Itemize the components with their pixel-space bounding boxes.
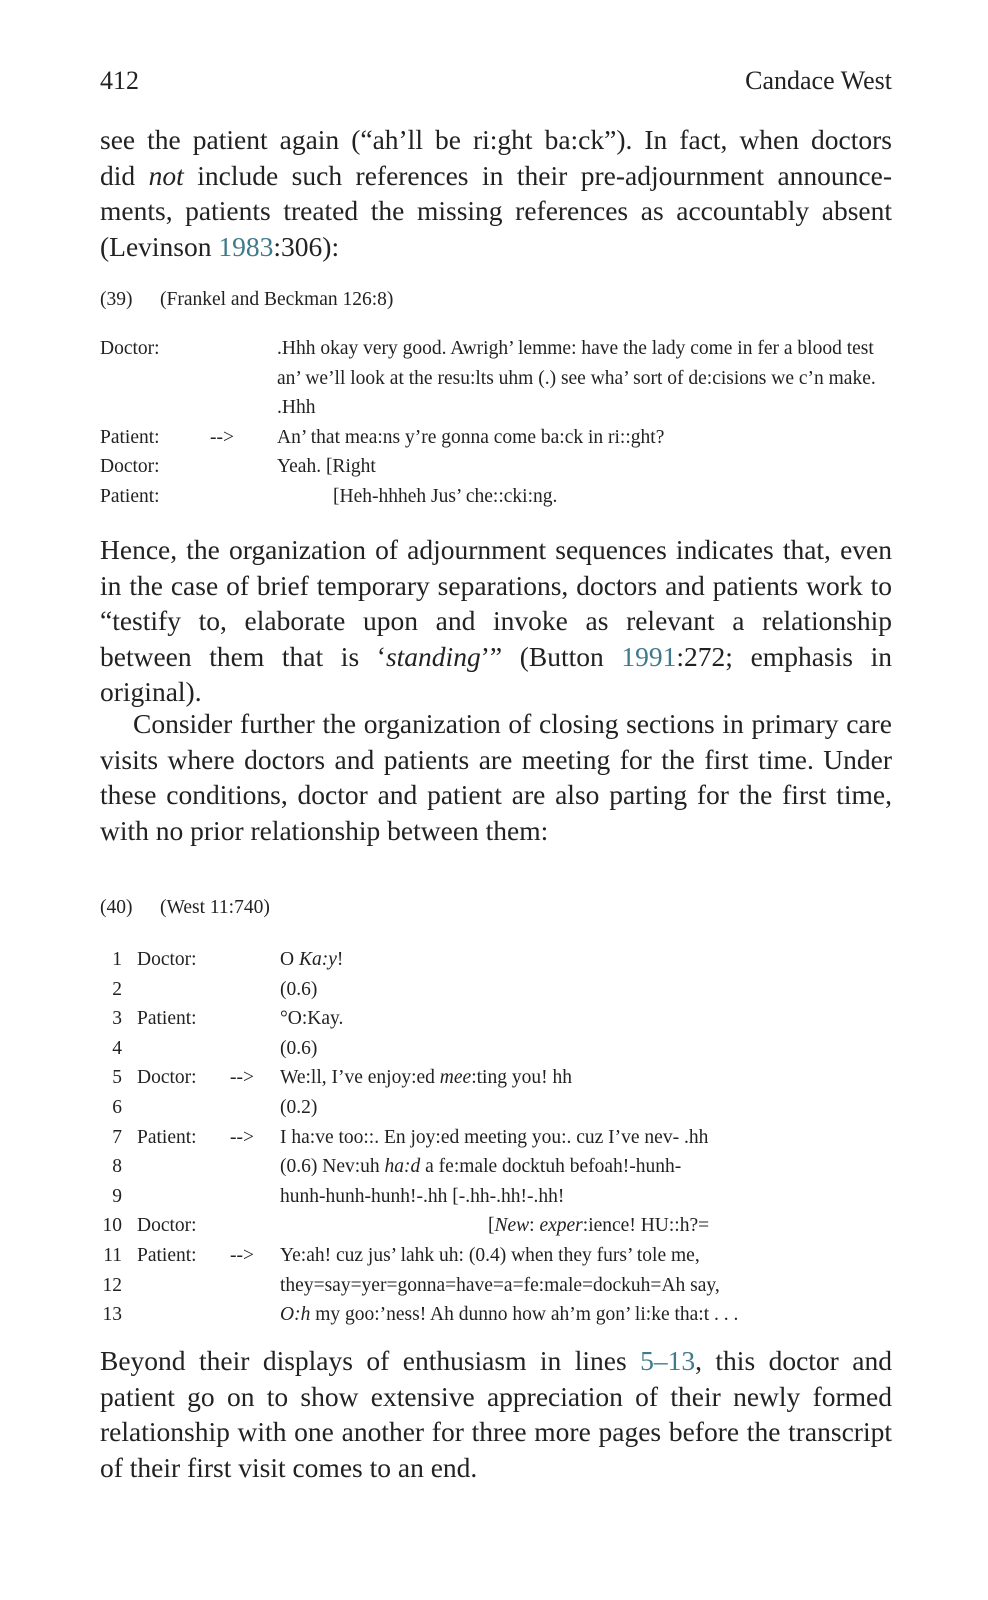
text-run: Beyond their displays of enthusiasm in lines	[100, 1345, 641, 1376]
speaker-label: Patient:	[100, 426, 160, 448]
emphasis: ha:d	[384, 1156, 421, 1178]
transcript-row	[100, 482, 892, 512]
paragraph-1-line-4	[100, 229, 892, 265]
utterance: (0.6)	[280, 1037, 318, 1059]
line-number: 7	[112, 1126, 122, 1148]
speaker-label: Patient:	[100, 485, 160, 507]
text-run: include such references in their pre-adjournment announce-	[183, 159, 892, 191]
arrow-marker: -->	[230, 1126, 254, 1148]
speaker-label: Doctor:	[100, 456, 160, 478]
utterance: I ha:ve too::. En joy:ed meeting you:. cuz I’ve nev- .hh	[280, 1126, 709, 1148]
line-number: 11	[103, 1244, 122, 1266]
utterance: they=say=yer=gonna=have=a=fe:male=dockuh=Ah say,	[280, 1274, 720, 1296]
paragraph-1	[100, 122, 892, 264]
utterance: hunh-hunh-hunh!-.hh [-.hh-.hh!-.hh!	[280, 1185, 565, 1207]
running-head-author: Candace West	[745, 66, 892, 95]
line-reference-link[interactable]: 5–13	[640, 1345, 696, 1376]
utterance	[280, 945, 343, 975]
line-number: 13	[102, 1304, 122, 1326]
speaker-label: Doctor:	[100, 338, 160, 359]
transcript-row	[100, 452, 892, 482]
arrow-marker: -->	[210, 426, 234, 448]
text-run: (Levinson	[100, 230, 219, 262]
example-source: (West 11:740)	[160, 897, 270, 918]
emphasis-not: not	[148, 159, 184, 191]
transcript-row	[100, 975, 892, 1005]
text-run: :306):	[273, 230, 340, 262]
line-number: 6	[112, 1096, 122, 1118]
speaker-label: Patient:	[137, 1126, 197, 1148]
utterance: °O:Kay.	[280, 1008, 344, 1030]
text-run: O	[280, 949, 299, 970]
speaker-label: Patient:	[137, 1008, 197, 1030]
speaker-label: Doctor:	[137, 1067, 197, 1089]
emphasis: exper	[539, 1215, 583, 1237]
text-run: !	[336, 949, 344, 970]
transcript-row	[100, 1211, 892, 1241]
utterance	[280, 1063, 572, 1093]
transcript-row	[100, 1063, 892, 1093]
text-run: We:ll, I’ve enjoy:ed	[280, 1067, 440, 1089]
utterance: .Hhh okay very good. Awrigh’ lemme: have the lady come in fer a blood test an’ we’ll look at the resu:lts uhm (.) see wha’ sort of de:cisions we c’n make. .Hhh	[277, 338, 876, 419]
emphasis: Ka:y	[298, 949, 337, 970]
line-number: 9	[112, 1185, 122, 1207]
utterance	[280, 1152, 681, 1182]
utterance: Ye:ah! cuz jus’ lahk uh: (0.4) when they furs’ tole me,	[280, 1244, 700, 1266]
transcript-row	[100, 1241, 892, 1271]
paragraph-1-line-2	[100, 158, 892, 194]
line-number: 12	[102, 1274, 122, 1296]
example-40-heading	[100, 894, 270, 922]
line-number: 1	[112, 949, 122, 970]
example-number: (40)	[100, 897, 133, 918]
paragraph-2	[100, 532, 892, 710]
paragraph-4	[100, 1343, 892, 1485]
text-run: [	[488, 1215, 495, 1237]
paragraph-1-line-3: ments, patients treated the missing references as accountably absent	[100, 195, 892, 227]
line-number: 8	[112, 1156, 122, 1178]
transcript-row	[100, 334, 892, 423]
example-39-heading	[100, 286, 393, 314]
example-number: (39)	[100, 289, 133, 310]
transcript-row	[100, 1300, 892, 1330]
text-run: Hence, the organization of adjournment sequences indicates that, even in the case of brief temporary separations, doctors and patients work to “testify to, elaborate upon and invoke as relevant a relationship between them that is ‘	[100, 534, 892, 672]
transcript-40	[100, 945, 892, 1330]
transcript-row	[100, 1123, 892, 1153]
utterance: Yeah. [Right	[277, 456, 376, 478]
example-source: (Frankel and Beckman 126:8)	[160, 289, 394, 310]
transcript-row	[100, 423, 892, 453]
emphasis: New	[494, 1215, 530, 1237]
reference-link-1983[interactable]: 1983	[218, 230, 274, 262]
line-number: 3	[112, 1008, 122, 1030]
arrow-marker: -->	[230, 1244, 254, 1266]
text-run: did	[100, 159, 149, 191]
text-run: :272; emphasis in original).	[100, 640, 892, 708]
text-run: , this doctor and patient go on to show extensive appreciation of their newly formed relationship with one another for three more pages before the transcript of their first visit comes to an end.	[100, 1345, 892, 1483]
text-run: ’” (Button	[480, 640, 622, 672]
emphasis: O:h	[280, 1304, 311, 1326]
text-run: :ting you! hh	[471, 1067, 572, 1089]
page-number: 412	[100, 66, 139, 95]
text-run: :	[529, 1215, 540, 1237]
utterance-overlap	[488, 1211, 709, 1241]
line-number: 2	[112, 978, 122, 1000]
text-run: :ience! HU::h?=	[582, 1215, 710, 1237]
utterance: An’ that mea:ns y’re gonna come ba:ck in ri::ght?	[277, 426, 665, 448]
utterance-overlap: [Heh-hhheh Jus’ che::cki:ng.	[333, 485, 558, 507]
transcript-row	[100, 1152, 892, 1182]
transcript-row	[100, 1271, 892, 1301]
speaker-label: Patient:	[137, 1244, 197, 1266]
transcript-39	[100, 334, 892, 512]
transcript-row	[100, 1004, 892, 1034]
utterance: (0.6)	[280, 978, 318, 1000]
transcript-row	[100, 1182, 892, 1212]
line-number: 5	[112, 1067, 122, 1089]
arrow-marker: -->	[230, 1067, 254, 1089]
reference-link-1991[interactable]: 1991	[621, 640, 677, 672]
speaker-label: Doctor:	[137, 949, 197, 970]
running-header	[100, 66, 892, 102]
transcript-row	[100, 945, 892, 975]
utterance: (0.2)	[280, 1096, 318, 1118]
emphasis-standing: standing	[385, 640, 481, 672]
line-number: 4	[112, 1037, 122, 1059]
text-run: a fe:male docktuh befoah!-hunh-	[420, 1156, 682, 1178]
speaker-label: Doctor:	[137, 1215, 197, 1237]
line-number: 10	[102, 1215, 122, 1237]
paragraph-3: Consider further the organization of closing sections in primary care visits where doctors and patients are meeting for the first time. Under these conditions, doctor and patient are also parting for the first time, with no prior relationship between them:	[100, 708, 892, 846]
text-run: my goo:’ness! Ah dunno how ah’m gon’ li:ke tha:t . . .	[310, 1304, 739, 1326]
emphasis: mee	[439, 1067, 472, 1089]
transcript-row	[100, 1093, 892, 1123]
utterance	[280, 1300, 738, 1330]
transcript-row	[100, 1034, 892, 1064]
text-run: (0.6) Nev:uh	[280, 1156, 385, 1178]
paragraph-1-line-1: see the patient again (“ah’ll be ri:ght ba:ck”). In fact, when doctors	[100, 124, 892, 155]
